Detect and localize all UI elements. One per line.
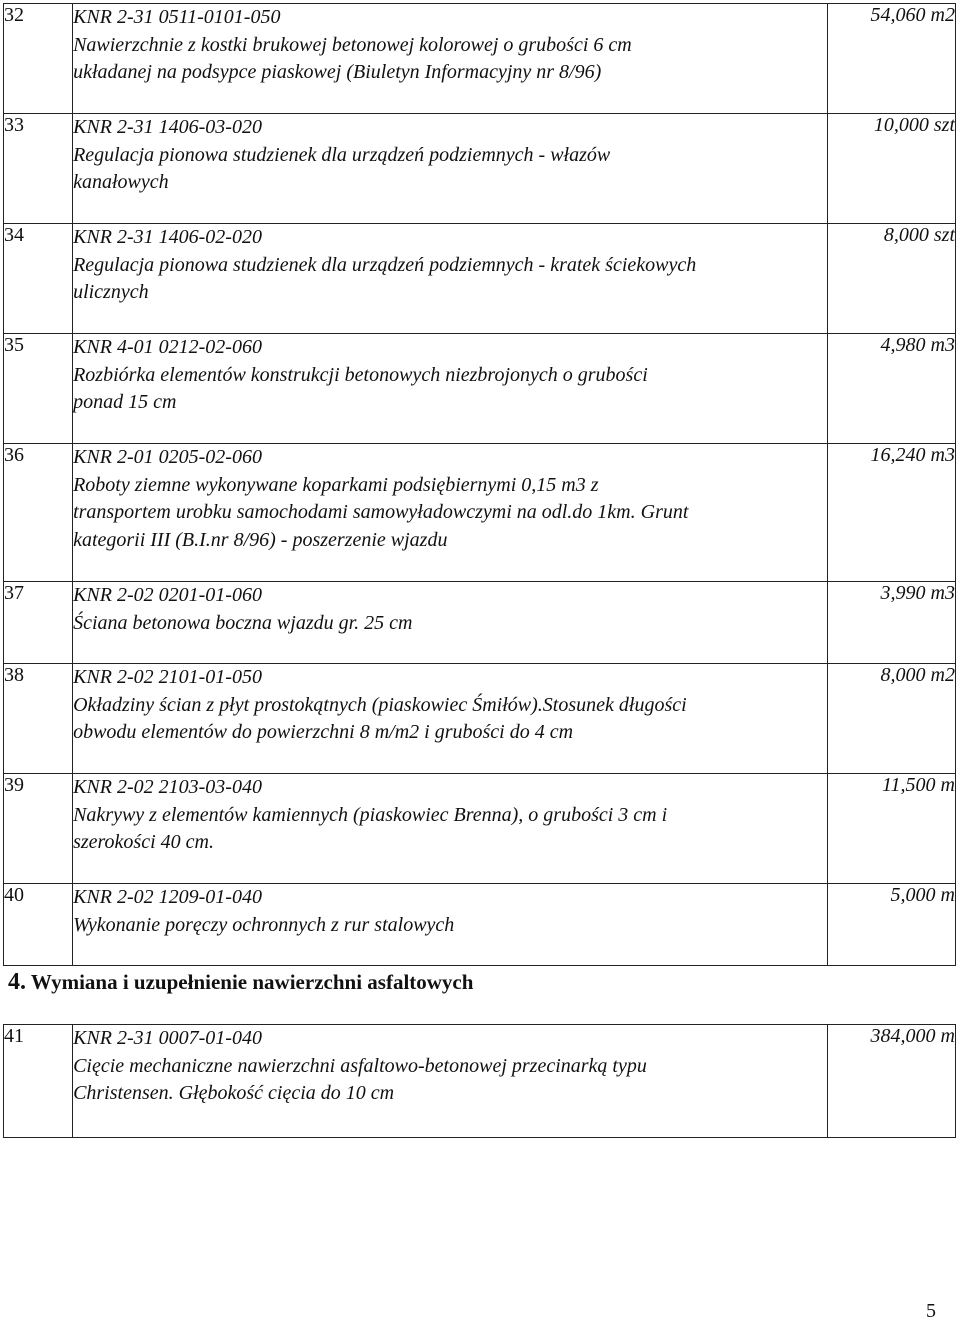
item-quantity: 10,000 szt xyxy=(827,114,955,224)
cost-estimate-table xyxy=(3,3,956,966)
item-description-line: szerokości 40 cm. xyxy=(73,831,214,853)
item-number: 33 xyxy=(4,114,73,224)
item-quantity: 5,000 m xyxy=(827,884,955,966)
item-code: KNR 2-01 0205-02-060 xyxy=(73,446,262,468)
item-description-line: ponad 15 cm xyxy=(73,391,177,413)
item-number: 35 xyxy=(4,334,73,444)
item-number: 39 xyxy=(4,774,73,884)
item-description xyxy=(73,4,828,114)
item-code: KNR 2-02 1209-01-040 xyxy=(73,886,262,908)
item-description-line: Rozbiórka elementów konstrukcji betonowych niezbrojonych o grubości xyxy=(73,363,648,386)
item-quantity: 11,500 m xyxy=(827,774,955,884)
item-number: 37 xyxy=(4,582,73,664)
item-description xyxy=(73,582,828,664)
item-quantity: 8,000 szt xyxy=(827,224,955,334)
table-row xyxy=(4,664,956,774)
item-description xyxy=(73,664,828,774)
item-quantity: 3,990 m3 xyxy=(827,582,955,664)
item-description-line: układanej na podsypce piaskowej (Biuletyn Informacyjny nr 8/96) xyxy=(73,61,602,83)
table-row xyxy=(4,582,956,664)
page-number: 5 xyxy=(926,1300,936,1322)
item-description-line: Nawierzchnie z kostki brukowej betonowej kolorowej o grubości 6 cm xyxy=(73,33,632,56)
table-row xyxy=(4,334,956,444)
item-description xyxy=(73,1025,828,1138)
item-description-line: transportem urobku samochodami samowyładowczymi na odl.do 1km. Grunt xyxy=(73,501,689,523)
section-title: Wymiana i uzupełnienie nawierzchni asfaltowych xyxy=(30,970,474,994)
item-description-line: Okładziny ścian z płyt prostokątnych (piaskowiec Śmiłów).Stosunek długości xyxy=(73,693,687,716)
table-row xyxy=(4,884,956,966)
table-row xyxy=(4,774,956,884)
item-quantity: 16,240 m3 xyxy=(827,444,955,582)
table-row xyxy=(4,1025,956,1138)
item-code: KNR 2-31 0511-0101-050 xyxy=(73,6,281,28)
item-description xyxy=(73,444,828,582)
item-description xyxy=(73,224,828,334)
item-code: KNR 2-31 1406-03-020 xyxy=(73,116,262,138)
item-number: 40 xyxy=(4,884,73,966)
item-code: KNR 2-31 1406-02-020 xyxy=(73,226,262,248)
table-row xyxy=(4,114,956,224)
item-code: KNR 2-02 2103-03-040 xyxy=(73,776,262,798)
item-description-line: kanałowych xyxy=(73,171,169,193)
item-description-line: Wykonanie poręczy ochronnych z rur stalowych xyxy=(73,913,455,936)
item-description-line: ulicznych xyxy=(73,281,149,303)
item-number: 34 xyxy=(4,224,73,334)
item-description-line: Nakrywy z elementów kamiennych (piaskowiec Brenna), o grubości 3 cm i xyxy=(73,803,668,826)
item-code: KNR 4-01 0212-02-060 xyxy=(73,336,262,358)
table-row xyxy=(4,224,956,334)
item-description-line: kategorii III (B.I.nr 8/96) - poszerzenie wjazdu xyxy=(73,528,448,551)
item-description-line: Ściana betonowa boczna wjazdu gr. 25 cm xyxy=(73,611,413,634)
item-quantity: 8,000 m2 xyxy=(827,664,955,774)
item-number: 36 xyxy=(4,444,73,582)
item-description xyxy=(73,114,828,224)
table-row xyxy=(4,444,956,582)
item-description-line: obwodu elementów do powierzchni 8 m/m2 i grubości do 4 cm xyxy=(73,721,574,743)
item-description xyxy=(73,774,828,884)
section-number: 4. xyxy=(8,969,26,995)
item-code: KNR 2-02 2101-01-050 xyxy=(73,666,262,688)
cost-estimate-table-section-4 xyxy=(3,1024,956,1138)
item-description-line: Regulacja pionowa studzienek dla urządzeń podziemnych - kratek ściekowych xyxy=(73,253,697,276)
item-description-line: Roboty ziemne wykonywane koparkami podsiębiernymi 0,15 m3 z xyxy=(73,473,599,496)
section-heading xyxy=(8,969,473,996)
item-description xyxy=(73,884,828,966)
item-number: 32 xyxy=(4,4,73,114)
item-number: 41 xyxy=(4,1025,73,1138)
table-row xyxy=(4,4,956,114)
item-description-line: Cięcie mechaniczne nawierzchni asfaltowo-betonowej przecinarką typu xyxy=(73,1054,647,1077)
item-code: KNR 2-31 0007-01-040 xyxy=(73,1027,262,1049)
item-description-line: Christensen. Głębokość cięcia do 10 cm xyxy=(73,1082,395,1104)
item-code: KNR 2-02 0201-01-060 xyxy=(73,584,262,606)
item-quantity: 384,000 m xyxy=(827,1025,955,1138)
item-quantity: 4,980 m3 xyxy=(827,334,955,444)
item-description-line: Regulacja pionowa studzienek dla urządzeń podziemnych - włazów xyxy=(73,143,611,166)
item-number: 38 xyxy=(4,664,73,774)
item-quantity: 54,060 m2 xyxy=(827,4,955,114)
item-description xyxy=(73,334,828,444)
